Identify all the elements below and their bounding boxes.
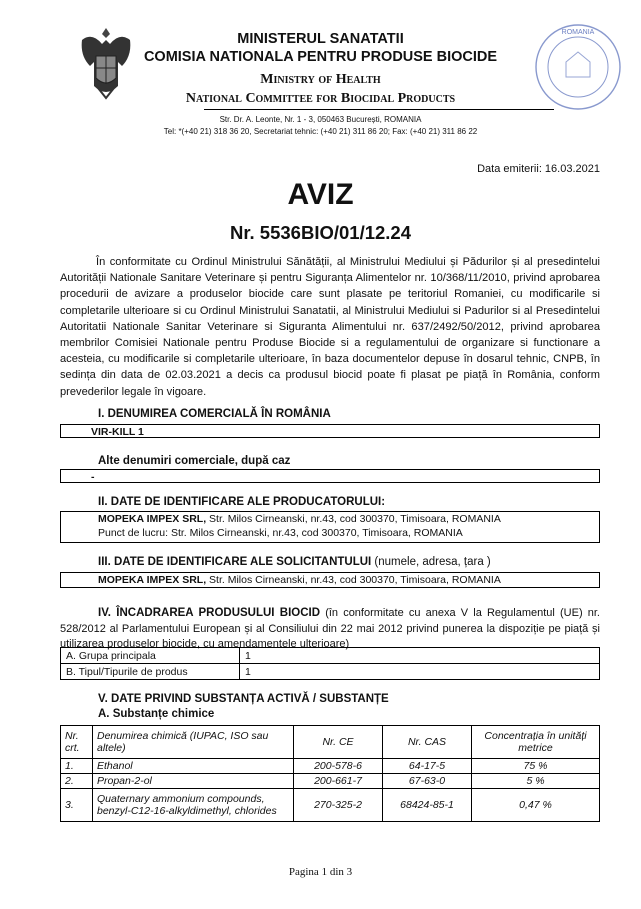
row-conc: 5 % [472, 774, 600, 789]
section-4-text: IV. ÎNCADRAREA PRODUSULUI BIOCID (în conformitate cu anexa V la Regulamentul (UE) nr. 528/2012 al Parlamentului European și al Consiliului din 22 mai 2012 privind punerea la dispoziție pe piață și utilizarea produselor biocide, cu amendamentele ulterioare) [60, 607, 600, 650]
page-footer: Pagina 1 din 3 [288, 866, 353, 878]
type-label: B. Tipul/Tipurile de produs [61, 664, 240, 680]
row-nr: 3. [61, 789, 93, 822]
issue-date: Data emiterii: 16.03.2021 [477, 163, 600, 175]
section-3-title: III. DATE DE IDENTIFICARE ALE SOLICITANTULUI (numele, adresa, țara ) [98, 556, 491, 568]
row-name: Quaternary ammonium compounds, benzyl-C12-16-alkyldimethyl, chlorides [93, 789, 294, 822]
type-value: 1 [240, 664, 600, 680]
row-cas: 64-17-5 [383, 759, 472, 774]
row-conc: 75 % [472, 759, 600, 774]
group-label: A. Grupa principala [61, 648, 240, 664]
other-names-box: - [60, 469, 600, 483]
ministry-ro-heading: MINISTERUL SANATATII [237, 31, 404, 47]
header-divider [204, 109, 554, 110]
applicant-address: Str. Milos Cirneanski, nr.43, cod 300370, Timisoara, ROMANIA [206, 574, 501, 586]
section-5-title: V. DATE PRIVIND SUBSTANȚA ACTIVĂ / SUBSTANȚE [98, 693, 389, 705]
row-ce: 200-661-7 [294, 774, 383, 789]
svg-text:ROMANIA: ROMANIA [561, 29, 595, 36]
active-substances-table [60, 725, 600, 822]
producer-box [60, 511, 600, 543]
document-number: Nr. 5536BIO/01/12.24 [229, 222, 412, 243]
group-value: 1 [240, 648, 600, 664]
row-ce: 200-578-6 [294, 759, 383, 774]
row-nr: 1. [61, 759, 93, 774]
row-name: Propan-2-ol [93, 774, 294, 789]
row-ce: 270-325-2 [294, 789, 383, 822]
document-title: AVIZ [287, 178, 354, 211]
table-row [61, 789, 600, 822]
section-5-subtitle: A. Substanțe chimice [98, 708, 215, 720]
commission-en-heading: National Committee for Biocidal Products [185, 91, 456, 106]
header-phones: Tel: *(+40 21) 318 36 20, Secretariat tehnic: (+40 21) 311 86 20; Fax: (+40 21) 311 86 22 [163, 127, 478, 136]
applicant-name: MOPEKA IMPEX SRL, [98, 574, 207, 586]
section-1-title: I. DENUMIREA COMERCIALĂ ÎN ROMÂNIA [98, 408, 331, 420]
table-header-row [61, 726, 600, 759]
row-nr: 2. [61, 774, 93, 789]
col-header-ce: Nr. CE [294, 726, 383, 759]
table-row [61, 648, 600, 664]
row-name: Ethanol [93, 759, 294, 774]
table-row [61, 759, 600, 774]
table-row [61, 774, 600, 789]
other-names-title: Alte denumiri comerciale, după caz [98, 455, 291, 467]
table-row [61, 664, 600, 680]
producer-name: MOPEKA IMPEX SRL, [98, 513, 207, 525]
applicant-box [60, 572, 600, 588]
row-cas: 68424-85-1 [383, 789, 472, 822]
product-classification-table [60, 647, 600, 680]
section-2-title: II. DATE DE IDENTIFICARE ALE PRODUCATORULUI: [98, 496, 386, 508]
col-header-conc: Concentrația în unități metrice [472, 726, 600, 759]
col-header-nr: Nr. crt. [61, 726, 93, 759]
row-cas: 67-63-0 [383, 774, 472, 789]
row-conc: 0,47 % [472, 789, 600, 822]
section-4-title: IV. ÎNCADRAREA PRODUSULUI BIOCID [98, 607, 321, 619]
commission-ro-heading: COMISIA NATIONALA PENTRU PRODUSE BIOCIDE [143, 49, 498, 65]
producer-address: Str. Milos Cirneanski, nr.43, cod 300370, Timisoara, ROMANIA [206, 513, 501, 525]
intro-paragraph: În conformitate cu Ordinul Ministrului Sănătății, al Ministrului Mediului și Pădurilor și al presedintelui Autorității Nationale Sanitare Veterinare și pentru Siguranța Alimentelor nr. 10/368/11/2010, privind aprobarea procedurii de avizare a produselor biocide care sunt plasate pe teritoriul Romaniei, cu modificarile si completarile ulterioare si cu Ordinul Ministrului Sanatatii, al Ministrului Mediului si Padurilor si al Presedintelui Autoritatii Nationale Sanitar Veterinare si Siguranta Alimentului nr. 637/2492/50/2012, privind aprobarea membrilor Comisiei Nationale pentru Produse Biocide si a regulamentului de organizare si functionare a acesteia, cu modificarile si completarile ulterioare, în baza documentelor depuse în dosarul tehnic, CNPB, în sedința din data de 02.03.2021 a decis ca produsul biocid poate fi plasat pe piață în România, conform prevederilor legale în vigoare. [60, 256, 600, 398]
producer-workplace: Punct de lucru: Str. Milos Cirneanski, nr.43, cod 300370, Timisoara, ROMANIA [98, 527, 463, 539]
trade-name-box: VIR-KILL 1 [60, 424, 600, 438]
col-header-name: Denumirea chimică (IUPAC, ISO sau altele) [93, 726, 294, 759]
col-header-cas: Nr. CAS [383, 726, 472, 759]
ministry-en-heading: Ministry of Health [260, 72, 381, 87]
header-address: Str. Dr. A. Leonte, Nr. 1 - 3, 050463 București, ROMANIA [219, 115, 422, 124]
